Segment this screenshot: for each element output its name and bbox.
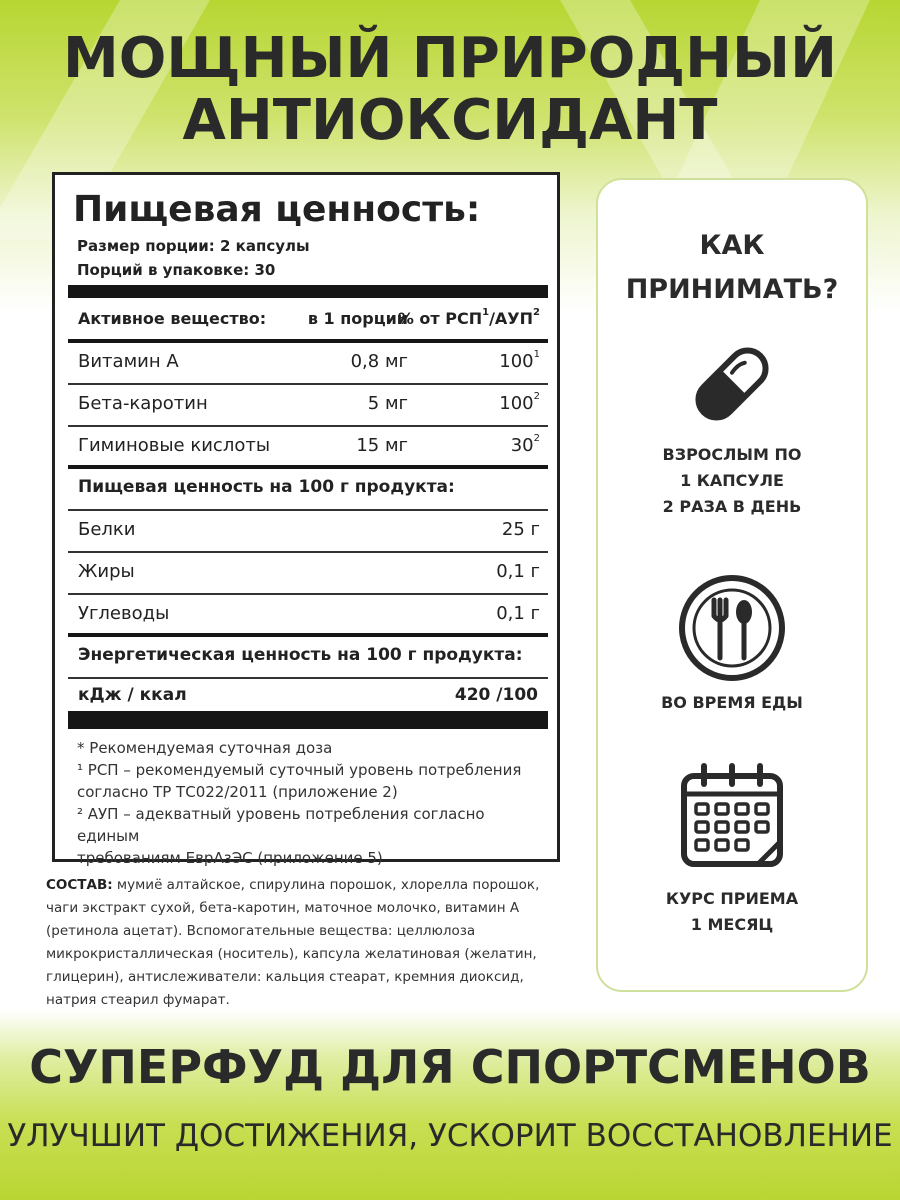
energy-value: 420 /100 [454,685,538,705]
tagline: УЛУЧШИТ ДОСТИЖЕНИЯ, УСКОРИТ ВОССТАНОВЛЕНИЕ [7,1118,893,1154]
table-row [68,509,548,551]
footnote: согласно ТР ТС022/2011 (приложение 2) [77,783,398,801]
side-title-line: КАК [699,230,765,261]
table-row [68,593,548,635]
footnotes [77,737,547,869]
background-bottom-gradient [0,1010,900,1200]
energy-unit: кДж / ккал [78,685,187,705]
nutrition-header: Пищевая ценность на 100 г продукта: [78,477,455,497]
row-name: Бета-каротин [78,393,208,414]
headline [0,28,900,152]
row-name: Белки [78,519,136,540]
footnote: ¹ РСП – рекомендуемый суточный уровень потребления [77,761,522,779]
row-name: Углеводы [78,603,170,624]
plate-cutlery-icon [676,572,788,688]
header-substance: Активное вещество: [78,309,267,328]
composition-label: СОСТАВ: [46,877,113,893]
composition-body: мумиё алтайское, спирулина порошок, хлорелла порошок, чаги экстракт сухой, бета-каротин, маточное молочко, витамин А (ретинола ацетат). Вспомогательные вещества: целлюлоза микрокристаллическая (носитель), капсула желатиновая (желатин, глицерин), антислеживатели: кальция стеарат, кремния диоксид, натрия стеарил фумарат. [46,877,540,1008]
table-row [68,551,548,593]
dosage-line: 1 КАПСУЛЕ [680,471,784,490]
row-percent: $100^2$ [499,391,540,414]
energy-header: Энергетическая ценность на 100 г продукта: [78,645,523,665]
divider-bar [68,285,548,298]
dosage-line: ВЗРОСЛЫМ ПО [662,445,802,464]
meal-text: ВО ВРЕМЯ ЕДЫ [661,693,803,712]
slogan: СУПЕРФУД ДЛЯ СПОРТСМЕНОВ [29,1040,871,1094]
side-title-line: ПРИНИМАТЬ? [625,274,839,305]
capsule-icon [684,336,780,436]
table-header-row [68,299,548,341]
side-title [598,224,866,312]
energy-header-row [68,635,548,677]
footnote: ² АУП – адекватный уровень потребления согласно единым [77,805,485,845]
headline-line-1: МОЩНЫЙ ПРИРОДНЫЙ [63,26,837,91]
header-percent: % от РСП$^1$/АУП$^2$ [397,307,540,328]
table-row [68,425,548,467]
row-percent: $100^1$ [499,349,540,372]
how-to-take-panel [596,178,868,992]
row-amount: 0,8 мг [350,351,408,372]
course-line: 1 МЕСЯЦ [690,915,774,934]
calendar-icon [676,760,788,876]
table-row [68,383,548,425]
course-line: КУРС ПРИЕМА [665,889,799,908]
course-text [598,886,866,938]
dosage-text [598,442,866,520]
row-value: 0,1 г [496,561,540,582]
row-name: Гиминовые кислоты [78,435,271,456]
row-value: 0,1 г [496,603,540,624]
row-percent: $30^2$ [510,433,540,456]
row-value: 25 г [501,519,540,540]
row-name: Витамин А [78,351,179,372]
table-row [68,341,548,383]
headline-line-2: АНТИОКСИДАНТ [182,88,718,153]
row-name: Жиры [78,561,135,582]
dosage-line: 2 РАЗА В ДЕНЬ [662,497,802,516]
nutrition-header-row [68,467,548,509]
row-amount: 15 мг [356,435,408,456]
panel-title: Пищевая ценность: [73,189,481,230]
row-amount: 5 мг [367,393,408,414]
serving-size: Размер порции: 2 капсулы [77,237,310,255]
servings-per-pack: Порций в упаковке: 30 [77,261,276,279]
footnote: * Рекомендуемая суточная доза [77,739,333,757]
composition-text [46,874,566,1012]
header-per-serving: в 1 порции [307,309,408,328]
footnote: требованиям ЕврАзЭС (приложение 5) [77,849,383,867]
nutrition-panel [52,172,560,867]
divider-bar [68,711,548,729]
